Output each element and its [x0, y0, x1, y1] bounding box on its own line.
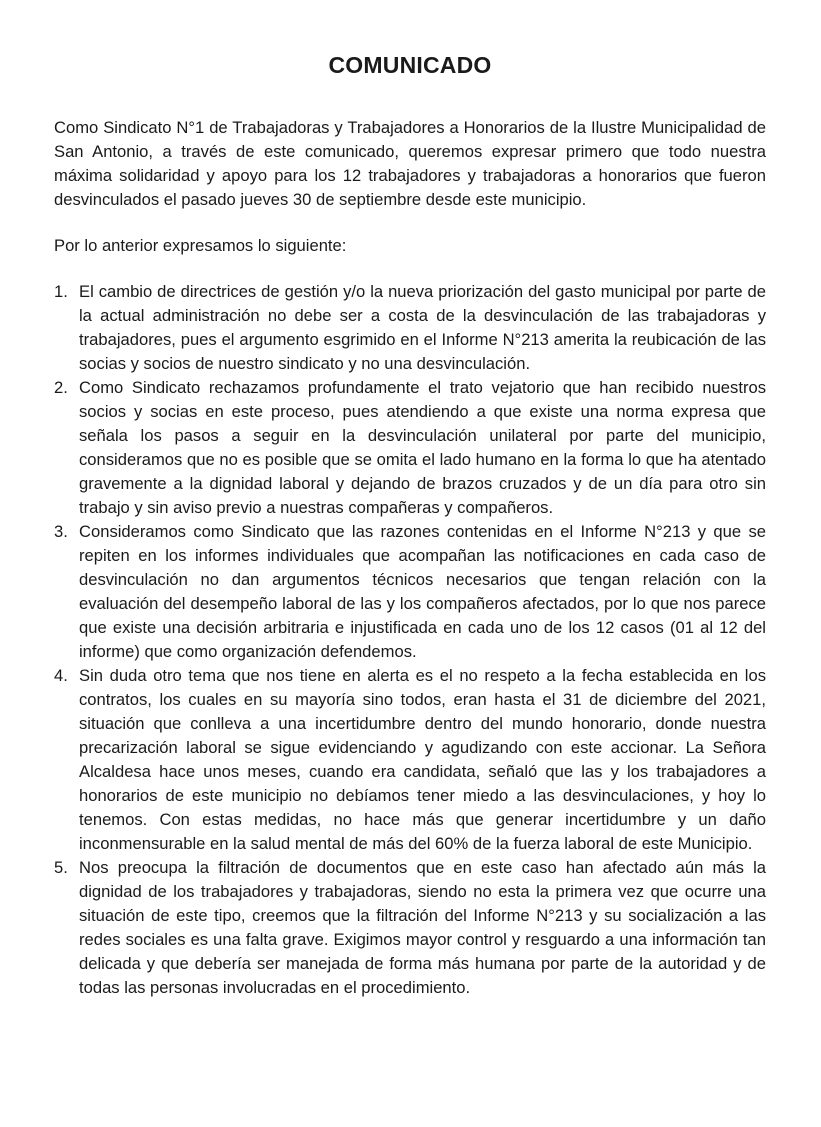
list-item — [54, 664, 766, 856]
list-item-text: El cambio de directrices de gestión y/o la nueva priorización del gasto municipal por parte de la actual administración no debe ser a costa de la desvinculación de las trabajadoras y trabajadores, pues el argumento esgrimido en el Informe N°213 amerita la reubicación de las socias y socios de nuestro sindicato y no una desvinculación. — [79, 282, 766, 373]
list-item — [54, 520, 766, 664]
points-list — [54, 280, 766, 1000]
list-item-number: 4. — [54, 666, 68, 685]
document-page — [54, 50, 766, 1000]
intro-paragraph: Como Sindicato N°1 de Trabajadoras y Trabajadores a Honorarios de la Ilustre Municipalidad de San Antonio, a través de este comunicado, queremos expresar primero que todo nuestra máxima solidaridad y apoyo para los 12 trabajadores y trabajadoras a honorarios que fueron desvinculados el pasado jueves 30 de septiembre desde este municipio. — [54, 118, 766, 209]
document-title: COMUNICADO — [328, 52, 492, 78]
list-item-text: Consideramos como Sindicato que las razones contenidas en el Informe N°213 y que se repiten en los informes individuales que acompañan las notificaciones en cada caso de desvinculación no dan argumentos técnicos necesarios que tengan relación con la evaluación del desempeño laboral de las y los compañeros afectados, por lo que nos parece que existe una decisión arbitraria e injustificada en cada uno de los 12 casos (01 al 12 del informe) que como organización defendemos. — [79, 522, 766, 661]
list-item — [54, 376, 766, 520]
lead-paragraph: Por lo anterior expresamos lo siguiente: — [54, 236, 347, 255]
list-item-number: 1. — [54, 282, 68, 301]
list-item-number: 5. — [54, 858, 68, 877]
list-item-text: Como Sindicato rechazamos profundamente el trato vejatorio que han recibido nuestros socios y socias en este proceso, pues atendiendo a que existe una norma expresa que señala los pasos a seguir en la desvinculación unilateral por parte del municipio, consideramos que no es posible que se omita el lado humano en la forma lo que ha atentado gravemente a la dignidad laboral y dejando de brazos cruzados y de un día para otro sin trabajo y sin aviso previo a nuestras compañeras y compañeros. — [79, 378, 766, 517]
list-item-text: Sin duda otro tema que nos tiene en alerta es el no respeto a la fecha establecida en los contratos, los cuales en su mayoría sino todos, eran hasta el 31 de diciembre del 2021, situación que conlleva a una incertidumbre dentro del mundo honorario, donde nuestra precarización laboral se sigue evidenciando y agudizando con este accionar. La Señora Alcaldesa hace unos meses, cuando era candidata, señaló que las y los trabajadores a honorarios de este municipio no debíamos tener miedo a las desvinculaciones, y hoy lo tenemos. Con estas medidas, no hace más que generar incertidumbre y un daño inconmensurable en la salud mental de más del 60% de la fuerza laboral de este Municipio. — [79, 666, 766, 853]
list-item — [54, 280, 766, 376]
list-item — [54, 856, 766, 1000]
list-item-text: Nos preocupa la filtración de documentos que en este caso han afectado aún más la dignidad de los trabajadores y trabajadoras, siendo no esta la primera vez que ocurre una situación de este tipo, creemos que la filtración del Informe N°213 y su socialización a las redes sociales es una falta grave. Exigimos mayor control y resguardo a una información tan delicada y que debería ser manejada de forma más humana por parte de la autoridad y de todas las personas involucradas en el procedimiento. — [79, 858, 766, 997]
list-item-number: 3. — [54, 522, 68, 541]
list-item-number: 2. — [54, 378, 68, 397]
